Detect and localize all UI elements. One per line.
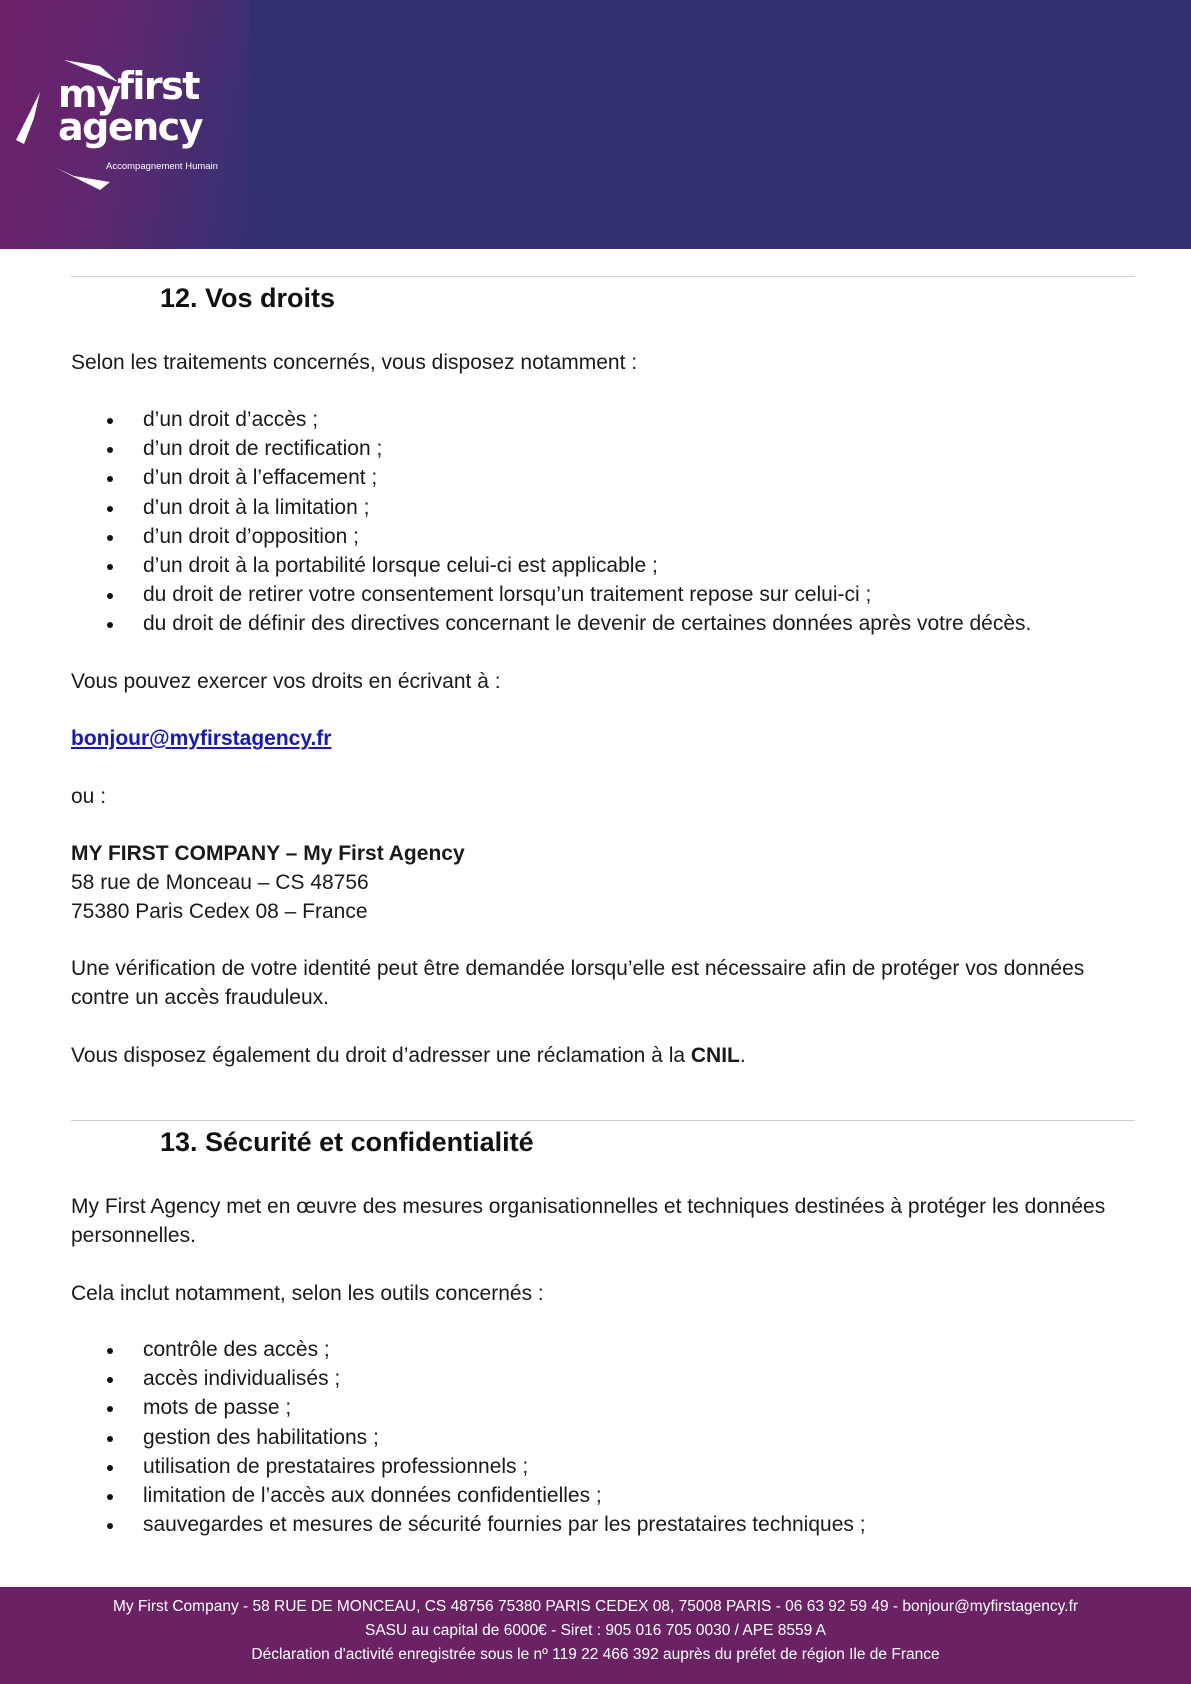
footer-line-2: SASU au capital de 6000€ - Siret : 905 016 705 0030 / APE 8559 A (364, 1622, 827, 1639)
header-gradient-panel (0, 0, 250, 249)
rights-list (71, 405, 1031, 639)
section-12-intro: Selon les traitements concernés, vous disposez notamment : (71, 351, 638, 374)
or-text: ou : (71, 785, 107, 808)
list-item: du droit de retirer votre consentement lorsqu’un traitement repose sur celui-ci ; (71, 580, 1031, 609)
section-divider (71, 1120, 1135, 1121)
cnil-prefix-text: Vous disposez également du droit d’adresser une réclamation à la (71, 1044, 691, 1067)
list-item: mots de passe ; (71, 1393, 866, 1422)
section-13-includes: Cela inclut notamment, selon les outils concernés : (71, 1282, 544, 1305)
security-measures-list (71, 1335, 866, 1539)
company-address-line1: 58 rue de Monceau – CS 48756 (71, 871, 369, 894)
logo-word-agency: agency (58, 105, 202, 149)
cnil-paragraph (71, 1041, 1121, 1070)
list-item: d’un droit à la portabilité lorsque celui-ci est applicable ; (71, 551, 1031, 580)
contact-email-link[interactable]: bonjour@myfirstagency.fr (71, 727, 332, 750)
list-item: sauvegardes et mesures de sécurité fournies par les prestataires techniques ; (71, 1510, 866, 1539)
logo-wordmark (58, 64, 202, 149)
exercise-text: Vous pouvez exercer vos droits en écrivant à : (71, 670, 501, 693)
logo-word-my: my (58, 72, 120, 116)
section-13-heading: 13. Sécurité et confidentialité (160, 1127, 534, 1157)
list-item: limitation de l’accès aux données confidentielles ; (71, 1481, 866, 1510)
list-item: d’un droit de rectification ; (71, 434, 1031, 463)
logo-word-first: first (117, 64, 199, 108)
list-item: du droit de définir des directives concernant le devenir de certaines données après votre décès. (71, 609, 1031, 638)
list-item: d’un droit d’accès ; (71, 405, 1031, 434)
logo-slash-bottom-icon (54, 166, 114, 196)
list-item: gestion des habilitations ; (71, 1423, 866, 1452)
footer-line-1: My First Company - 58 RUE DE MONCEAU, CS 48756 75380 PARIS CEDEX 08, 75008 PARIS - 06 63 92 59 49 - bonjour@myfirstagency.fr (112, 1598, 1079, 1615)
footer-line-3: Déclaration d'activité enregistrée sous le nº 119 22 466 392 auprès du préfet de région Ile de France (251, 1646, 940, 1663)
contact-email-line (71, 724, 1121, 753)
page-footer (0, 1587, 1191, 1684)
list-item: d’un droit à la limitation ; (71, 493, 1031, 522)
list-item: utilisation de prestataires professionnels ; (71, 1452, 866, 1481)
section-divider (71, 276, 1135, 277)
list-item: d’un droit à l’effacement ; (71, 463, 1031, 492)
list-item: accès individualisés ; (71, 1364, 866, 1393)
page-header (0, 0, 1191, 249)
section-12-heading: 12. Vos droits (160, 283, 336, 313)
company-address-line2: 75380 Paris Cedex 08 – France (71, 900, 368, 923)
company-name: MY FIRST COMPANY – My First Agency (71, 842, 465, 865)
logo-tagline: Accompagnement Humain (106, 161, 218, 172)
logo-slash-left-icon (14, 90, 44, 150)
cnil-text: CNIL (690, 1044, 740, 1067)
company-logo (10, 48, 250, 198)
cnil-suffix-text: . (739, 1044, 746, 1067)
section-13-intro: My First Agency met en œuvre des mesures organisationnelles et techniques destinées à protéger les données personnelles. (71, 1195, 1106, 1247)
list-item: d’un droit d’opposition ; (71, 522, 1031, 551)
verification-text: Une vérification de votre identité peut être demandée lorsqu’elle est nécessaire afin de protéger vos données contre un accès frauduleux. (71, 957, 1085, 1009)
list-item: contrôle des accès ; (71, 1335, 866, 1364)
